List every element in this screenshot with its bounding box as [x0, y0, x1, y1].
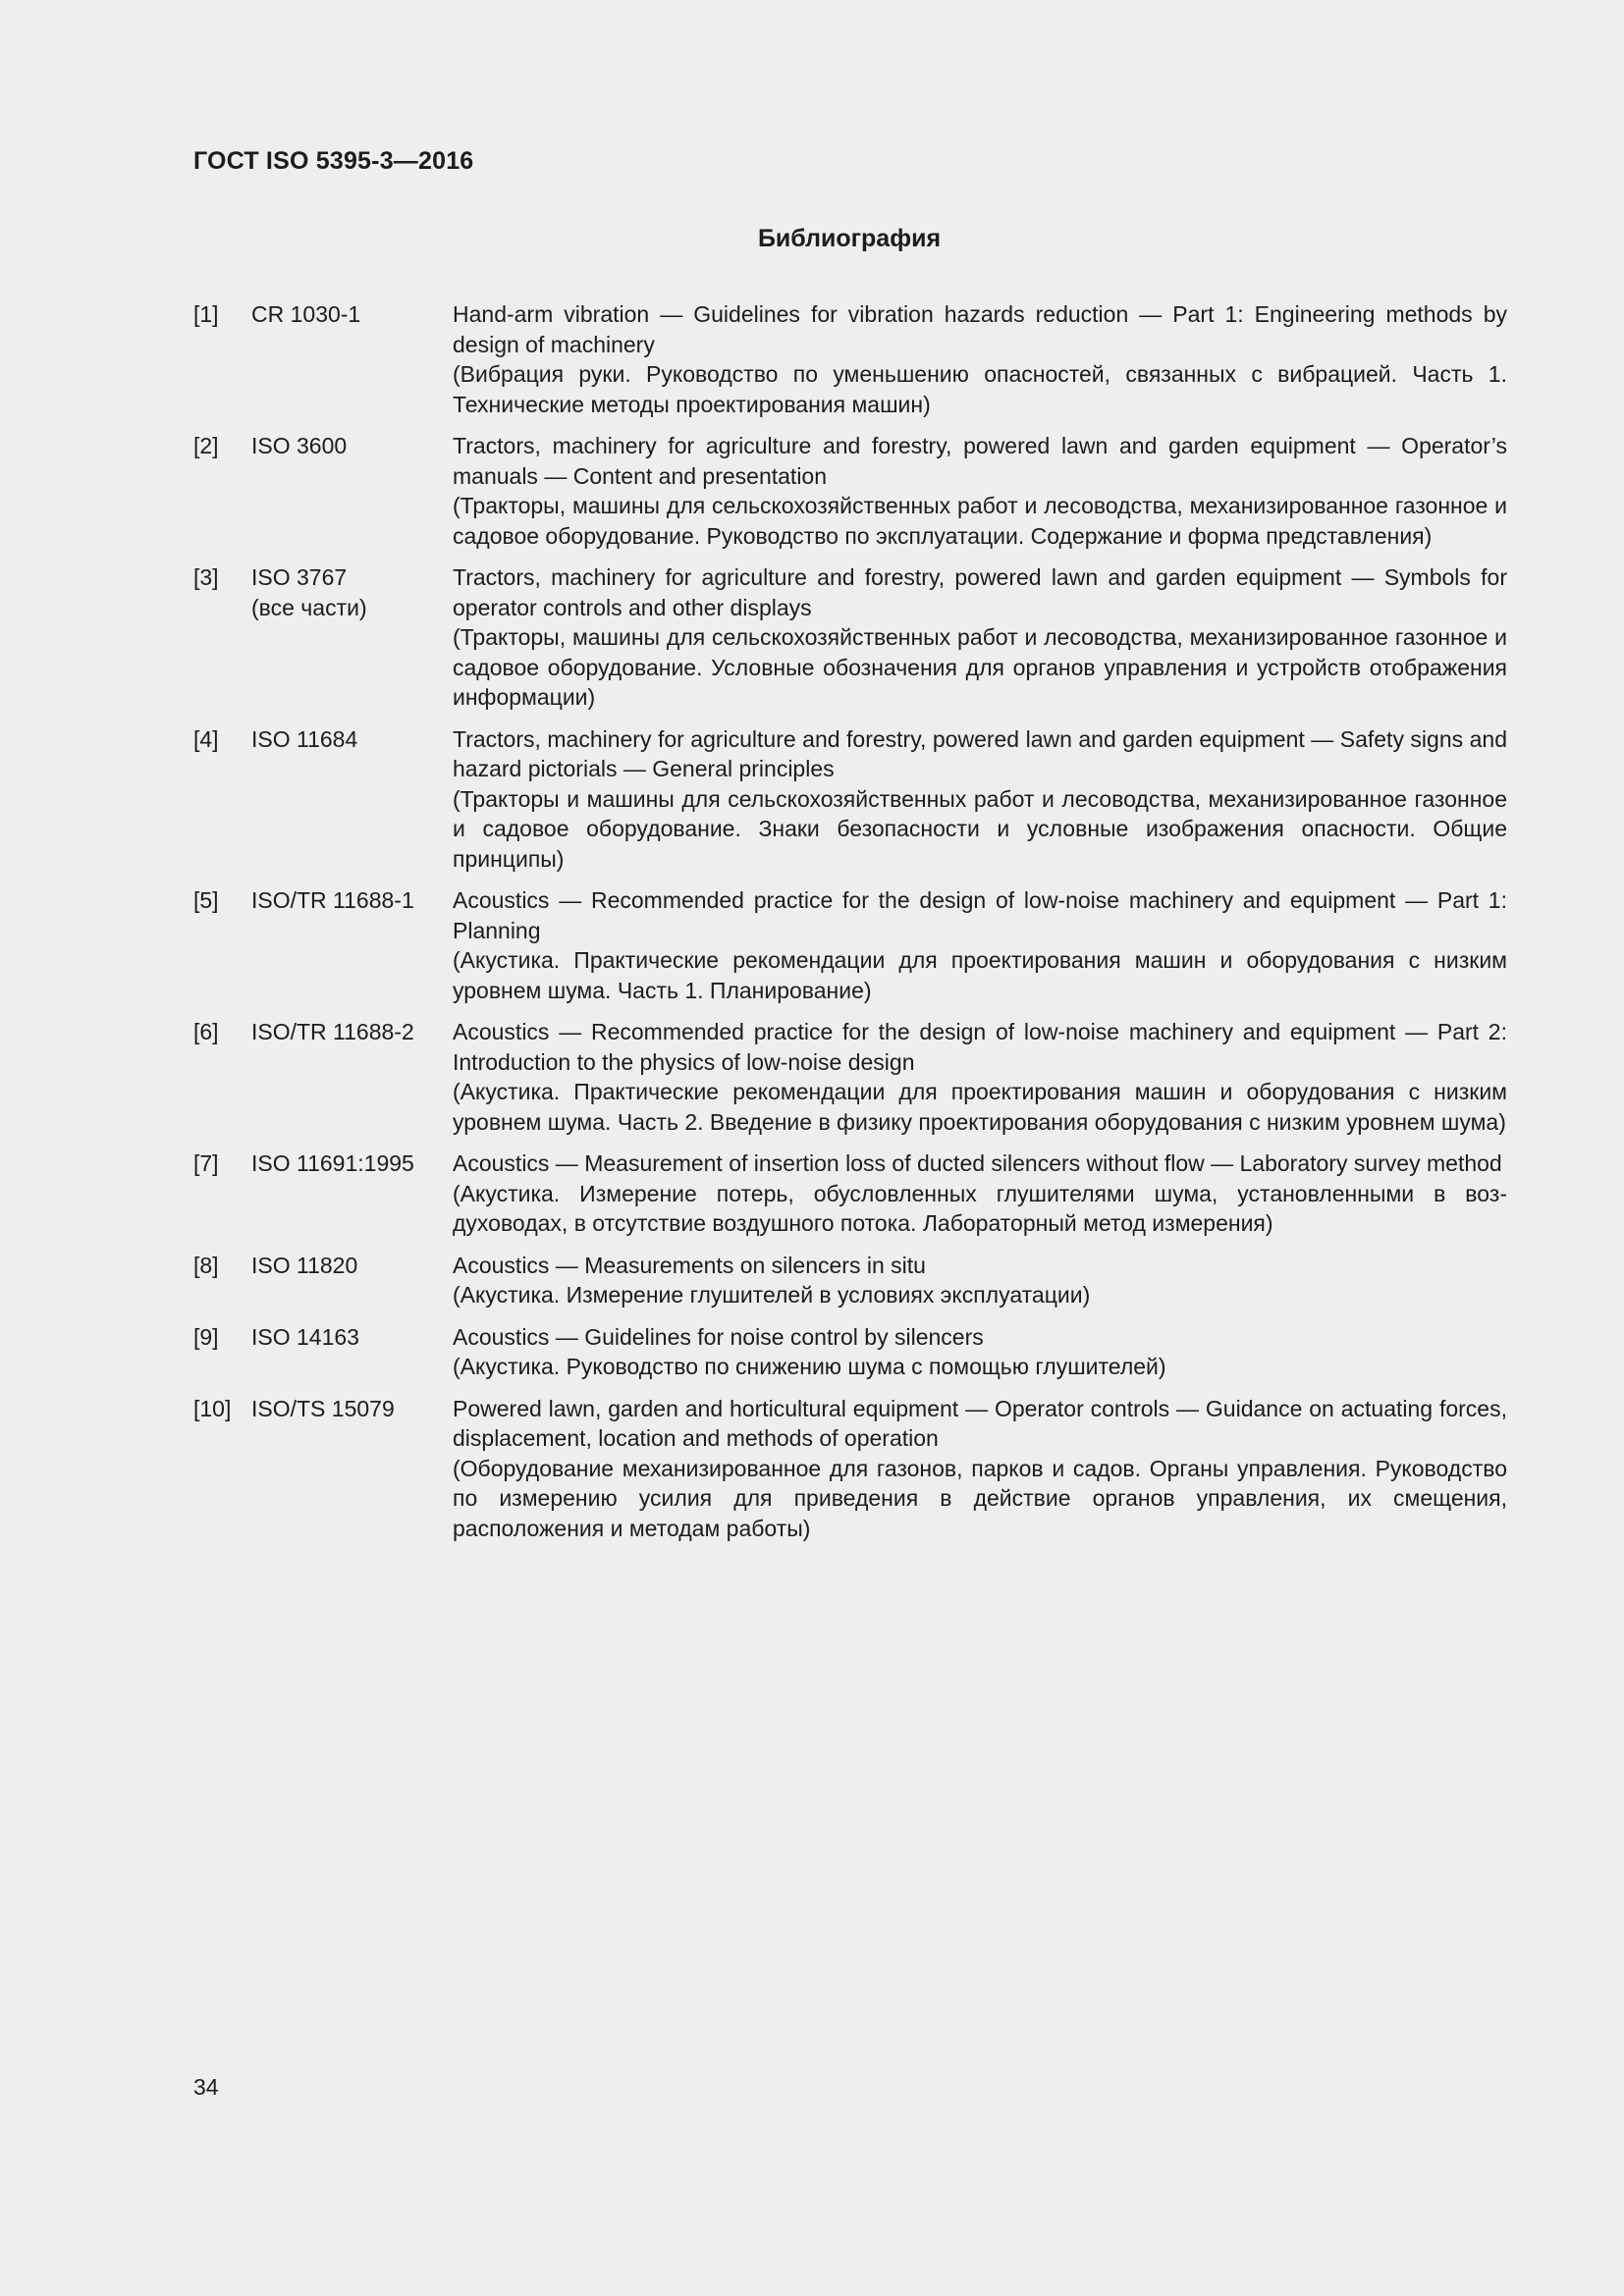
entry-title-en: Acoustics — Guidelines for noise control by silencers — [453, 1323, 984, 1350]
entry-title-ru: (Акустика. Практические рекомендации для проектирования машин и оборудования с низким уровнем шума. Часть 1. Планирование) — [453, 947, 1507, 1003]
entry-standard-code: ISO/TR 11688-2 — [251, 1019, 414, 1044]
entry-title-ru: (Акустика. Измерение глушителей в условиях эксплуатации) — [453, 1282, 1091, 1308]
entry-title-en: Acoustics — Recommended practice for the design of low-noise machinery and equipment — Part 2: Introduction to the physics of low-noise design — [453, 1019, 1507, 1075]
bibliography-entry — [193, 1251, 1507, 1310]
document-code: ГОСТ ISO 5395-3—2016 — [193, 147, 474, 175]
entry-title-ru: (Вибрация руки. Руководство по уменьшению опасностей, связанных с вибрацией. Часть 1. Технические методы проектирования машин) — [453, 361, 1507, 417]
entry-body — [453, 431, 1507, 551]
entry-number: [5] — [193, 887, 219, 913]
bibliography-list — [193, 299, 1507, 1555]
entry-body — [453, 562, 1507, 713]
section-title-text: Библиография — [757, 225, 942, 252]
entry-number: [8] — [193, 1252, 219, 1278]
bibliography-entry — [193, 562, 1507, 713]
entry-number: [2] — [193, 433, 219, 458]
entry-standard-code: ISO/TS 15079 — [251, 1395, 395, 1421]
bibliography-entry — [193, 885, 1507, 1005]
entry-title-en: Hand-arm vibration — Guidelines for vibration hazards reduction — Part 1: Engineering methods by design of machinery — [453, 301, 1507, 357]
entry-title-en: Powered lawn, garden and horticultural equipment — Operator controls — Guidance on actuating forces, displacement, location and methods of operation — [453, 1395, 1507, 1451]
entry-body — [453, 1017, 1507, 1137]
entry-standard-code: ISO 14163 — [251, 1323, 359, 1350]
entry-title-en: Acoustics — Measurement of insertion loss of ducted silencers without flow — Laboratory survey method — [453, 1150, 1502, 1176]
entry-body — [453, 1394, 1507, 1544]
entry-standard-code: ISO 3767 (все части) — [251, 564, 367, 620]
entry-number: [6] — [193, 1019, 219, 1044]
bibliography-entry — [193, 724, 1507, 875]
entry-body — [453, 724, 1507, 875]
entry-title-en: Acoustics — Recommended practice for the design of low-noise machinery and equipment — Part 1: Planning — [453, 887, 1507, 943]
entry-standard-code: ISO 3600 — [251, 433, 348, 458]
entry-body — [453, 1148, 1507, 1239]
entry-title-en: Tractors, machinery for agriculture and forestry, powered lawn and garden equipment — Operator’s manuals — Content and presentation — [453, 433, 1507, 489]
page-number: 34 — [193, 2074, 219, 2100]
entry-title-en: Tractors, machinery for agriculture and forestry, powered lawn and garden equipment — Symbols for operator controls and other displays — [453, 564, 1507, 620]
section-title — [0, 225, 1624, 253]
bibliography-entry — [193, 1394, 1507, 1544]
entry-standard-code: ISO 11820 — [251, 1252, 358, 1278]
entry-title-ru: (Тракторы, машины для сельскохозяйственных работ и лесоводства, механизированное газонное и садовое оборудование. Условные обозначения для органов управления и устройств отображения информации) — [453, 624, 1507, 710]
entry-title-ru: (Акустика. Практические рекомендации для проектирования машин и оборудования с низким уровнем шума. Часть 2. Введение в физику проектирования оборудования с низким уровнем шума) — [453, 1079, 1507, 1135]
entry-title-en: Tractors, machinery for agriculture and forestry, powered lawn and garden equipment — Safety signs and hazard pictorials — General principles — [453, 725, 1507, 781]
entry-number: [10] — [193, 1395, 232, 1421]
entry-body — [453, 1322, 1507, 1382]
entry-number: [9] — [193, 1323, 219, 1350]
entry-number: [4] — [193, 725, 219, 752]
entry-title-ru: (Оборудование механизированное для газонов, парков и садов. Органы управления. Руководство по измерению усилия для приведения в действие органов управления, их смещения, расположения и методам работы) — [453, 1455, 1507, 1541]
entry-title-ru: (Акустика. Измерение потерь, обусловленных глушителями шума, установленными в воздуховодах, в отсутствие воздушного потока. Лабораторный метод измерения) — [453, 1180, 1507, 1236]
entry-standard-code: CR 1030-1 — [251, 301, 361, 327]
entry-number: [3] — [193, 564, 219, 590]
entry-title-ru: (Акустика. Руководство по снижению шума с помощью глушителей) — [453, 1354, 1166, 1379]
entry-body — [453, 1251, 1507, 1310]
entry-number: [7] — [193, 1150, 219, 1176]
entry-title-en: Acoustics — Measurements on silencers in situ — [453, 1252, 926, 1278]
entry-standard-code: ISO 11684 — [251, 725, 358, 752]
entry-standard-code: ISO 11691:1995 — [251, 1150, 414, 1176]
entry-body — [453, 299, 1507, 419]
entry-title-ru: (Тракторы и машины для сельскохозяйственных работ и лесоводства, механизированное газонное и садовое оборудование. Знаки безопасности и условные изображения опасности. Общие принципы) — [453, 785, 1507, 872]
bibliography-entry — [193, 1017, 1507, 1137]
bibliography-entry — [193, 299, 1507, 419]
entry-title-ru: (Тракторы, машины для сельскохозяйственных работ и лесоводства, механизированное газонное и садовое оборудование. Руководство по эксплуатации. Содержание и форма представления) — [453, 493, 1507, 549]
bibliography-entry — [193, 431, 1507, 551]
bibliography-entry — [193, 1322, 1507, 1382]
entry-number: [1] — [193, 301, 219, 327]
bibliography-entry — [193, 1148, 1507, 1239]
entry-standard-code: ISO/TR 11688-1 — [251, 887, 414, 913]
entry-body — [453, 885, 1507, 1005]
